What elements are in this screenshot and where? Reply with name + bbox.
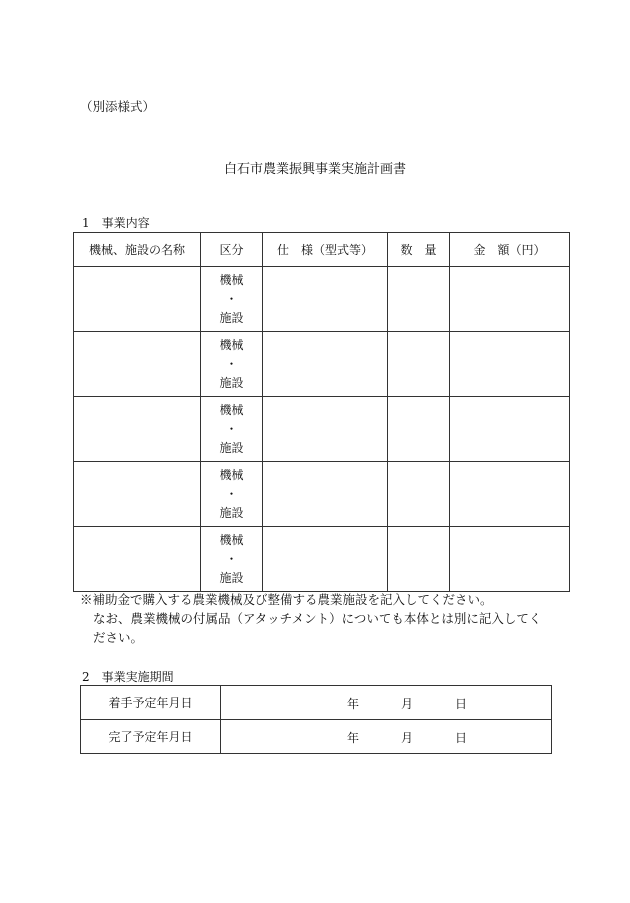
spec-cell[interactable] <box>263 527 388 592</box>
category-separator: ・ <box>225 421 238 436</box>
column-header-category: 区分 <box>201 233 263 267</box>
table-row <box>81 720 552 754</box>
table-header-row <box>74 233 570 267</box>
attachment-label: （別添様式） <box>80 99 156 114</box>
month-unit: 月 <box>401 697 414 711</box>
spec-cell[interactable] <box>263 332 388 397</box>
category-cell <box>201 462 263 527</box>
column-header-spec: 仕 様（型式等） <box>263 233 388 267</box>
category-machine: 機械 <box>219 337 244 352</box>
quantity-cell[interactable] <box>388 527 450 592</box>
note-line-1: ※補助金で購入する農業機械及び整備する農業施設を記入してください。 <box>80 592 493 607</box>
category-facility: 施設 <box>219 570 244 585</box>
note-line-2: なお、農業機械の付属品（アタッチメント）についても本体とは別に記入してく <box>93 611 542 626</box>
month-unit: 月 <box>401 731 414 745</box>
implementation-period-table <box>80 685 552 754</box>
amount-cell[interactable] <box>450 332 570 397</box>
name-cell[interactable] <box>74 397 201 462</box>
amount-cell[interactable] <box>450 527 570 592</box>
category-facility: 施設 <box>219 440 244 455</box>
spec-cell[interactable] <box>263 462 388 527</box>
category-machine: 機械 <box>219 467 244 482</box>
table-row <box>74 397 570 462</box>
name-cell[interactable] <box>74 332 201 397</box>
column-header-name: 機械、施設の名称 <box>74 233 201 267</box>
table-row <box>74 332 570 397</box>
category-facility: 施設 <box>219 505 244 520</box>
name-cell[interactable] <box>74 527 201 592</box>
category-cell <box>201 397 263 462</box>
table-row <box>74 267 570 332</box>
quantity-cell[interactable] <box>388 267 450 332</box>
category-machine: 機械 <box>219 272 244 287</box>
table-row <box>74 527 570 592</box>
spec-cell[interactable] <box>263 267 388 332</box>
category-cell <box>201 527 263 592</box>
amount-cell[interactable] <box>450 397 570 462</box>
category-cell <box>201 267 263 332</box>
completion-date-label: 完了予定年月日 <box>81 720 221 754</box>
completion-date-field[interactable] <box>221 720 552 754</box>
instruction-note <box>80 590 541 647</box>
amount-cell[interactable] <box>450 462 570 527</box>
year-unit: 年 <box>347 697 360 711</box>
category-separator: ・ <box>225 356 238 371</box>
category-cell <box>201 332 263 397</box>
column-header-amount: 金 額（円） <box>450 233 570 267</box>
category-separator: ・ <box>225 486 238 501</box>
day-unit: 日 <box>455 731 468 745</box>
category-machine: 機械 <box>219 402 244 417</box>
section2-heading: 2 事業実施期間 <box>82 670 174 684</box>
table-row <box>81 686 552 720</box>
start-date-label: 着手予定年月日 <box>81 686 221 720</box>
amount-cell[interactable] <box>450 267 570 332</box>
category-facility: 施設 <box>219 375 244 390</box>
name-cell[interactable] <box>74 462 201 527</box>
quantity-cell[interactable] <box>388 332 450 397</box>
start-date-field[interactable] <box>221 686 552 720</box>
column-header-quantity: 数 量 <box>388 233 450 267</box>
category-separator: ・ <box>225 551 238 566</box>
section1-heading: 1 事業内容 <box>82 216 150 230</box>
document-title: 白石市農業振興事業実施計画書 <box>223 162 406 177</box>
note-line-3: ださい。 <box>93 630 144 645</box>
business-contents-table <box>73 232 570 592</box>
day-unit: 日 <box>455 697 468 711</box>
name-cell[interactable] <box>74 267 201 332</box>
category-machine: 機械 <box>219 532 244 547</box>
category-facility: 施設 <box>219 310 244 325</box>
category-separator: ・ <box>225 291 238 306</box>
table-row <box>74 462 570 527</box>
quantity-cell[interactable] <box>388 397 450 462</box>
spec-cell[interactable] <box>263 397 388 462</box>
year-unit: 年 <box>347 731 360 745</box>
quantity-cell[interactable] <box>388 462 450 527</box>
